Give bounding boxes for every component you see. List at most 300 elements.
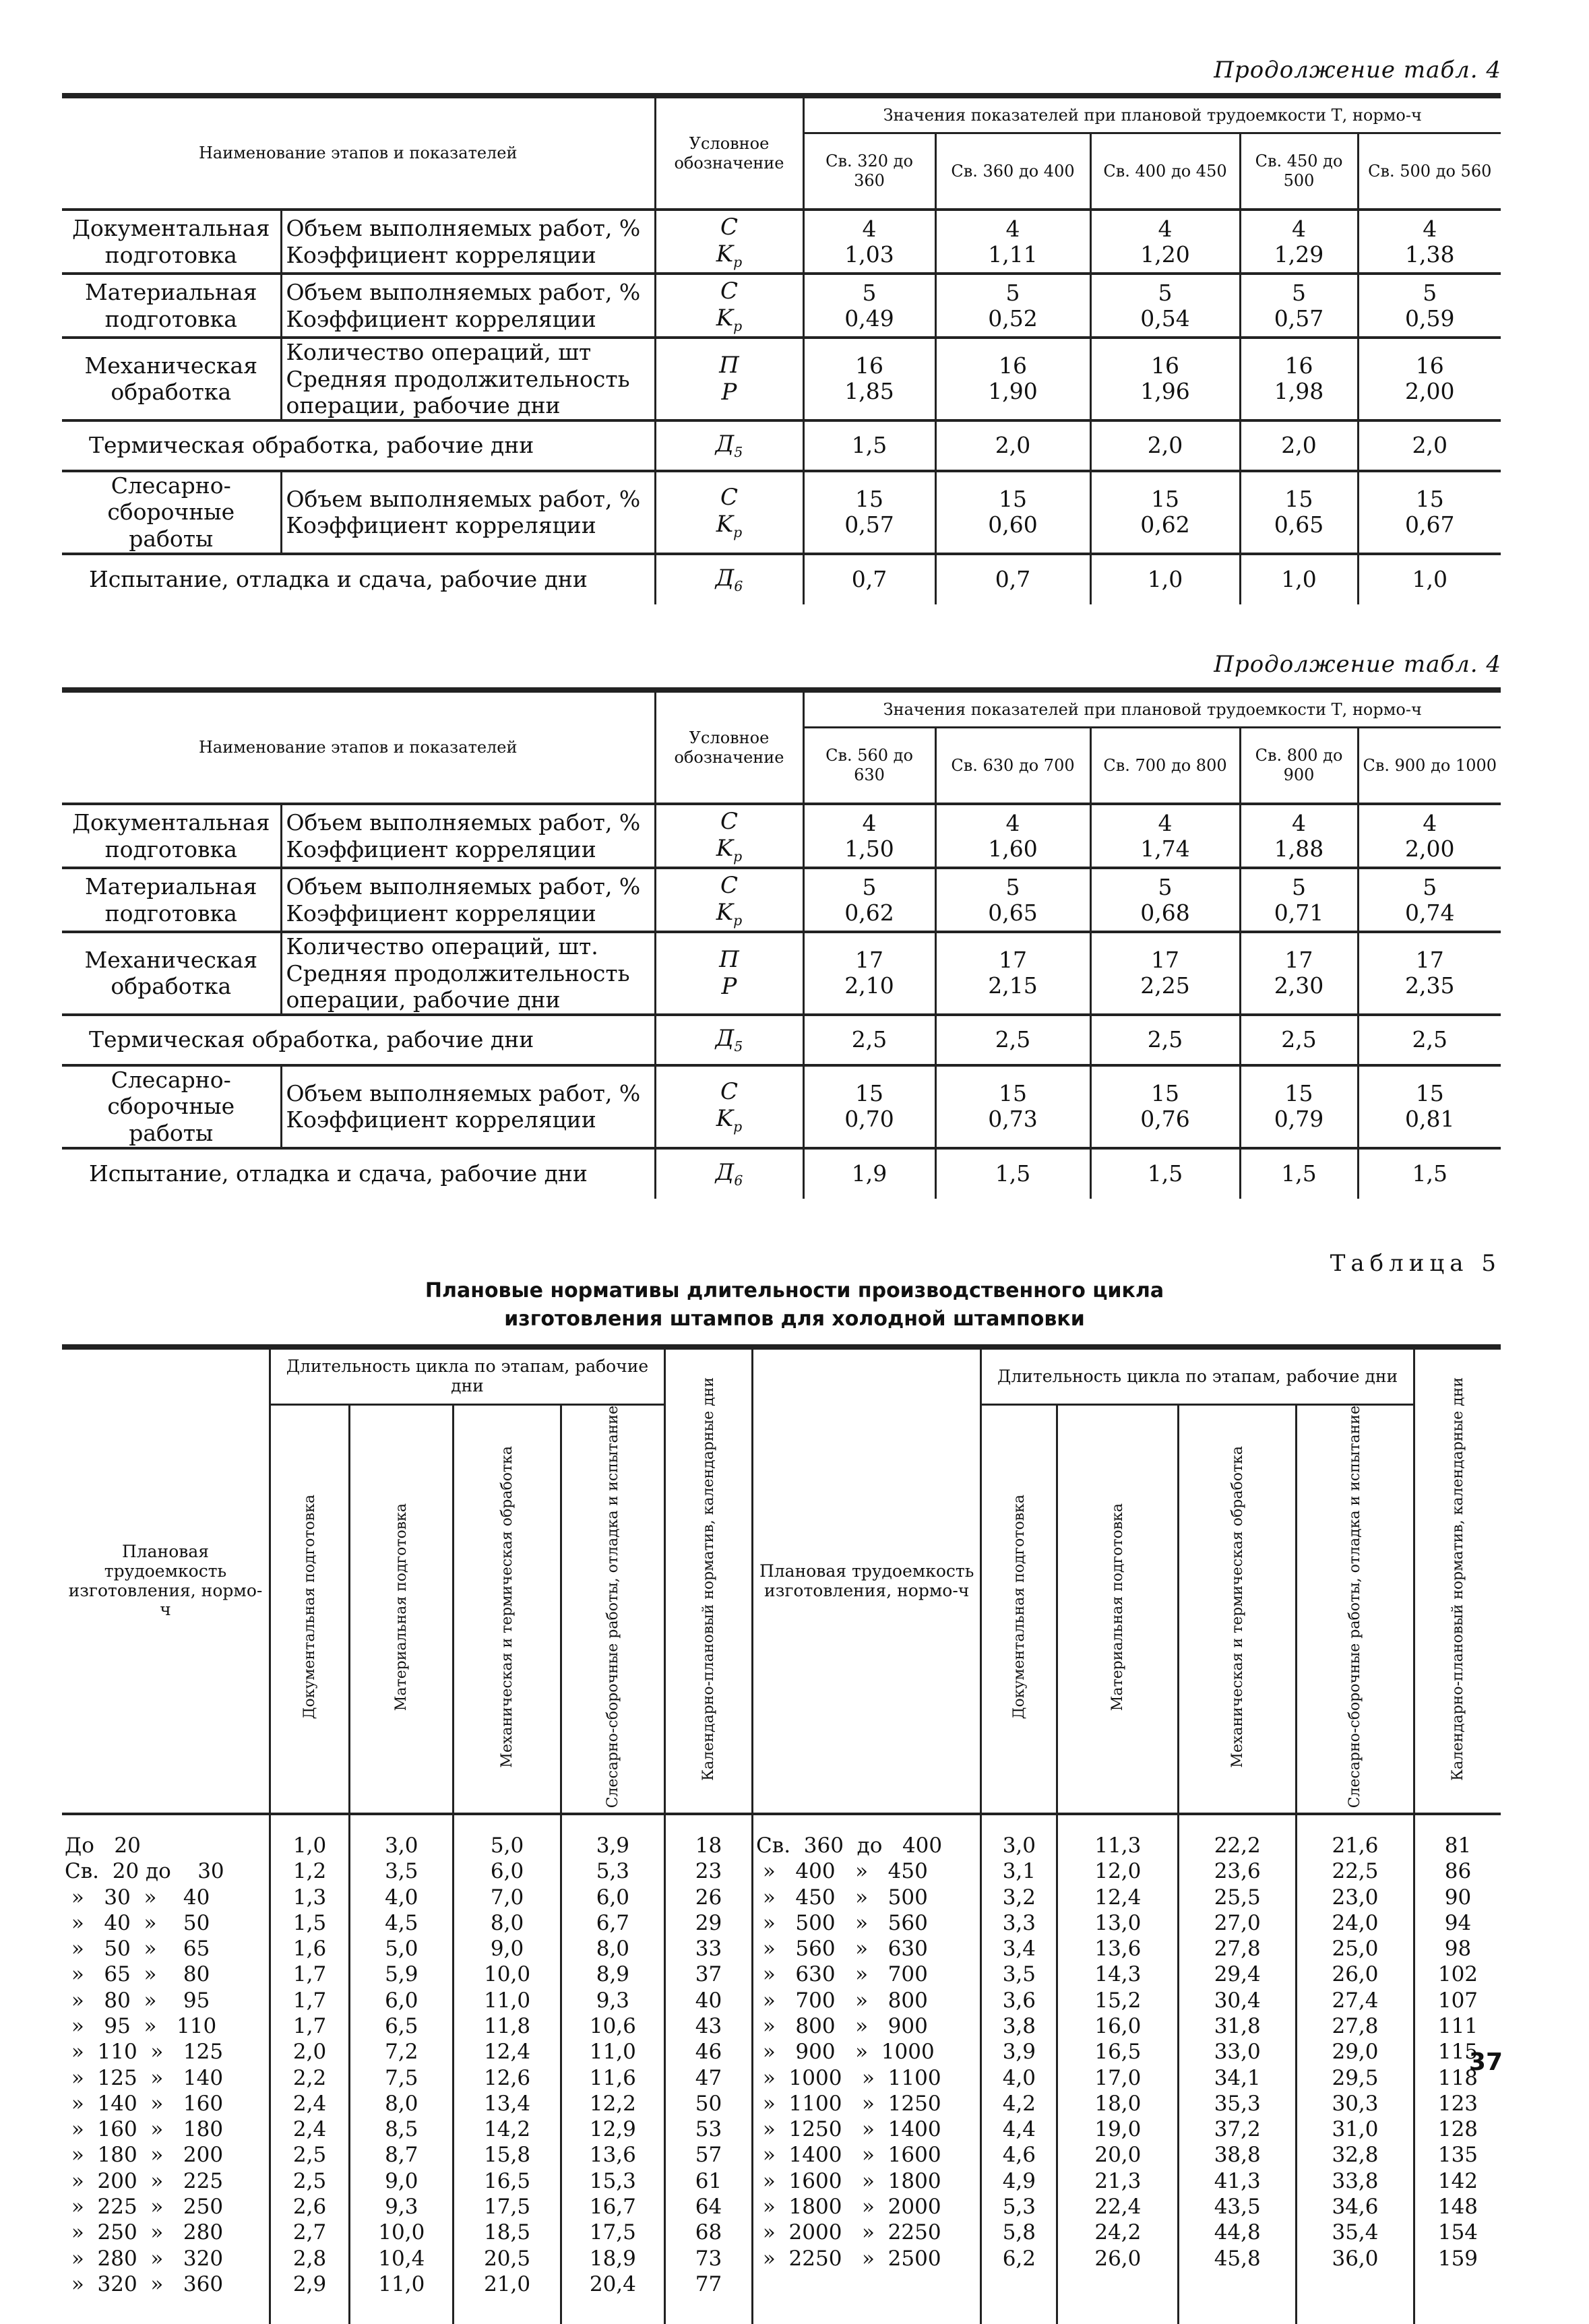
value: 1,60 (988, 835, 1038, 862)
value: 5 (1158, 279, 1173, 306)
value: 1,5 (851, 432, 887, 459)
value: 15 (999, 486, 1027, 513)
value: 2,15 (988, 972, 1038, 999)
stage-value: 4,5 (350, 1910, 454, 1936)
stage-value: 3,3 (981, 1910, 1057, 1936)
stage-name: Термическая обработка, рабочие дни (89, 432, 534, 459)
stage-value: 10,0 (350, 2220, 454, 2245)
range-header: Св. 560 до 630 (803, 728, 935, 805)
labor-range: » 30 » 40 (65, 1885, 210, 1910)
stage-value: 4,9 (981, 2168, 1057, 2194)
calendar-value: 115 (1414, 2039, 1501, 2065)
value: 17 (1415, 947, 1444, 974)
table-row (62, 2168, 1501, 2194)
stage-value: 5,0 (454, 1833, 561, 1858)
table-row (62, 2065, 1501, 2091)
value-cell (1090, 1065, 1240, 1148)
stage-value: 36,0 (1297, 2246, 1414, 2271)
stage-value: 3,6 (981, 1988, 1057, 2013)
stage-value: 15,3 (561, 2168, 664, 2194)
symbol: $K_р$ (716, 834, 743, 865)
table-row (62, 2116, 1501, 2142)
calendar-value: 98 (1414, 1936, 1501, 1961)
stage-value: 3,2 (981, 1885, 1057, 1910)
stage-value: 3,9 (981, 2039, 1057, 2065)
indicator-label: Коэффициент корреляции (286, 512, 596, 539)
stage-value: 21,0 (454, 2271, 561, 2297)
calendar-value: 18 (664, 1833, 752, 1858)
value: 16 (999, 352, 1027, 379)
stage-value: 3,8 (981, 2013, 1057, 2039)
stage-value: 6,7 (561, 1910, 664, 1936)
stage-name: Механическая обработка (84, 946, 258, 1000)
indicator-label: Средняя продолжительность операции, рабочие дни (286, 365, 630, 419)
value: 0,52 (988, 305, 1038, 332)
value: 4 (1292, 215, 1306, 242)
value: 5 (1423, 279, 1437, 306)
stage-value: 1,3 (270, 1885, 349, 1910)
value-cell (803, 932, 935, 1015)
value: 1,5 (1412, 1160, 1447, 1187)
symbol-cell (655, 338, 803, 420)
value: 4 (1005, 809, 1020, 836)
value-cell (1358, 210, 1501, 274)
value-cell (1240, 932, 1358, 1015)
value: 15 (1415, 1080, 1444, 1107)
calendar-value: 128 (1414, 2116, 1501, 2142)
indicator-label: Объем выполняемых работ, % (286, 873, 641, 900)
stage-value: 5,9 (350, 1961, 454, 1987)
value: 2,10 (844, 972, 894, 999)
value: 0,49 (844, 305, 894, 332)
value-cell (1358, 338, 1501, 420)
stage-value: 23,0 (1297, 1885, 1414, 1910)
value: 1,74 (1140, 835, 1190, 862)
table-row (62, 1961, 1501, 1987)
calendar-value: 148 (1414, 2194, 1501, 2220)
stage-value: 16,5 (454, 2168, 561, 2194)
stage-value: 3,5 (981, 1961, 1057, 1987)
labor-header-left: Плановая трудоемкость изготовления, нормо-ч (68, 1542, 263, 1620)
value: 0,65 (1274, 511, 1324, 538)
value-cell (1358, 554, 1501, 604)
value: 1,96 (1140, 378, 1190, 405)
value: 1,5 (995, 1160, 1031, 1187)
indicator-label: Количество операций, шт. (286, 933, 598, 960)
stage-name: Испытание, отладка и сдача, рабочие дни (89, 1160, 588, 1187)
value: 2,5 (995, 1026, 1031, 1053)
stage-value: 9,3 (561, 1988, 664, 2013)
stage-value: 17,5 (561, 2220, 664, 2245)
stage-value: 14,2 (454, 2116, 561, 2142)
indicator-label: Объем выполняемых работ, % (286, 214, 641, 241)
indicator-label: Коэффициент корреляции (286, 241, 596, 268)
value-cell (1090, 420, 1240, 471)
labor-range: » 80 » 95 (65, 1988, 210, 2013)
calendar-value: 123 (1414, 2091, 1501, 2116)
value: 0,81 (1405, 1106, 1455, 1133)
value-cell (1090, 554, 1240, 604)
value: 4 (1158, 809, 1173, 836)
stage-value: 27,8 (1179, 1936, 1297, 1961)
value-cell (1240, 1015, 1358, 1065)
labor-range: » 450 » 500 (753, 1885, 981, 1910)
labor-range: » 200 » 225 (65, 2168, 224, 2193)
table-5 (62, 1344, 1501, 2324)
value-cell (1240, 1148, 1358, 1199)
symbol-cell (655, 471, 803, 554)
calendar-value: 118 (1414, 2065, 1501, 2091)
value: 0,70 (844, 1106, 894, 1133)
col-values-header: Значения показателей при плановой трудоемкости Т, нормо-ч (803, 690, 1501, 728)
value-cell (1358, 804, 1501, 868)
stage-value: 7,5 (350, 2065, 454, 2091)
labor-header-right: Плановая трудоемкость изготовления, нормо-ч (753, 1347, 981, 1814)
labor-range: » 160 » 180 (65, 2117, 224, 2142)
calendar-value: 77 (664, 2271, 752, 2297)
value: 2,5 (1412, 1026, 1447, 1053)
stage-value: 21,3 (1057, 2168, 1179, 2194)
calendar-value: 43 (664, 2013, 752, 2039)
continuation-label-2: Продолжение табл. 4 (1214, 651, 1501, 678)
calendar-header-right: Календарно-плановый норматив, календарные дни (1414, 1347, 1501, 1814)
stage-col-header: Материальная подготовка (1057, 1405, 1179, 1815)
calendar-value: 135 (1414, 2142, 1501, 2168)
stage-value: 12,6 (454, 2065, 561, 2091)
range-header: Св. 800 до 900 (1240, 728, 1358, 805)
value: 2,00 (1405, 835, 1455, 862)
stage-value: 17,5 (454, 2194, 561, 2220)
stage-value: 11,8 (454, 2013, 561, 2039)
stage-value: 18,9 (561, 2246, 664, 2271)
symbol: C (720, 807, 738, 835)
value: 15 (1284, 1080, 1313, 1107)
value: 2,35 (1405, 972, 1455, 999)
value-cell (935, 420, 1090, 471)
stage-value: 13,6 (1057, 1936, 1179, 1961)
calendar-value: 73 (664, 2246, 752, 2271)
col-symbol-header: Условное обозначение (655, 690, 803, 804)
labor-range: » 630 » 700 (753, 1961, 981, 1987)
stage-indicators (281, 868, 655, 932)
stage-value: 35,4 (1297, 2220, 1414, 2245)
value: 1,29 (1274, 241, 1324, 268)
stage-col-header: Механическая и термическая обработка (454, 1405, 561, 1815)
calendar-value: 142 (1414, 2168, 1501, 2194)
value: 2,0 (1412, 432, 1447, 459)
stages-header-right: Длительность цикла по этапам, рабочие дни (981, 1347, 1414, 1405)
value: 1,0 (1147, 566, 1183, 593)
value-cell (1240, 554, 1358, 604)
indicator-label: Коэффициент корреляции (286, 836, 596, 862)
calendar-value: 90 (1414, 1885, 1501, 1910)
value-cell (1090, 804, 1240, 868)
value-cell (803, 868, 935, 932)
calendar-value: 107 (1414, 1988, 1501, 2013)
calendar-value: 57 (664, 2142, 752, 2168)
value: 15 (855, 1080, 883, 1107)
stage-value: 33,0 (1179, 2039, 1297, 2065)
symbol: $K_р$ (716, 898, 743, 929)
stage-value: 6,5 (350, 2013, 454, 2039)
value-cell (935, 471, 1090, 554)
stage-col-header: Документальная подготовка (981, 1405, 1057, 1815)
stage-value: 4,0 (350, 1885, 454, 1910)
value: 5 (1423, 873, 1437, 900)
value: 5 (862, 279, 877, 306)
table-5-title (0, 1277, 1589, 1333)
value: 16 (1284, 352, 1313, 379)
stage-value: 16,0 (1057, 2013, 1179, 2039)
value: 0,74 (1405, 899, 1455, 926)
indicator-label: Объем выполняемых работ, % (286, 485, 641, 512)
value: 4 (862, 809, 877, 836)
stage-value: 4,0 (981, 2065, 1057, 2091)
labor-range: » 2250 » 2500 (753, 2246, 981, 2271)
value: 0,62 (844, 899, 894, 926)
stage-value: 2,4 (270, 2091, 349, 2116)
stage-name: Документальная подготовка (72, 809, 270, 862)
stage-value: 5,3 (561, 1858, 664, 1884)
value-cell (803, 804, 935, 868)
stage-value: 22,5 (1297, 1858, 1414, 1884)
calendar-value: 159 (1414, 2246, 1501, 2271)
col-symbol-header: Условное обозначение (655, 96, 803, 210)
value-cell (935, 804, 1090, 868)
value: 0,54 (1140, 305, 1190, 332)
stage-value: 12,2 (561, 2091, 664, 2116)
value-cell (1358, 420, 1501, 471)
value: 4 (1158, 215, 1173, 242)
stage-col-header: Слесарно-сборочные работы, отладка и испытание (561, 1405, 664, 1815)
symbol-cell (655, 274, 803, 338)
table-row (62, 2091, 1501, 2116)
stage-value: 10,0 (454, 1961, 561, 1987)
symbol: $K_р$ (716, 511, 743, 541)
labor-range: » 560 » 630 (753, 1936, 981, 1961)
stage-value: 16,5 (1057, 2039, 1179, 2065)
stage-indicators (281, 804, 655, 868)
value-cell (1358, 471, 1501, 554)
stage-col-header: Материальная подготовка (350, 1405, 454, 1815)
value-cell (803, 1148, 935, 1199)
stage-value: 20,5 (454, 2246, 561, 2271)
stage-value: 1,2 (270, 1858, 349, 1884)
symbol-cell (655, 1015, 803, 1065)
table-row (62, 1910, 1501, 1936)
continuation-label-1: Продолжение табл. 4 (1214, 57, 1501, 84)
stage-value: 5,0 (350, 1936, 454, 1961)
stage-value: 16,7 (561, 2194, 664, 2220)
labor-range: Св. 20 до 30 (65, 1859, 224, 1884)
table-5-title-line-1: Плановые нормативы длительности производственного цикла (425, 1279, 1164, 1302)
stage-value: 22,2 (1179, 1833, 1297, 1858)
stage-value: 27,4 (1297, 1988, 1414, 2013)
value-cell (803, 1065, 935, 1148)
stage-value: 15,2 (1057, 1988, 1179, 2013)
stage-value: 8,5 (350, 2116, 454, 2142)
stage-value: 9,0 (350, 2168, 454, 2194)
symbol: П (719, 352, 739, 379)
stage-value: 30,3 (1297, 2091, 1414, 2116)
calendar-value: 40 (664, 1988, 752, 2013)
value: 0,7 (851, 566, 887, 593)
calendar-value: 29 (664, 1910, 752, 1936)
value: 2,0 (1147, 432, 1183, 459)
stage-value: 13,0 (1057, 1910, 1179, 1936)
stage-value: 20,0 (1057, 2142, 1179, 2168)
calendar-value: 102 (1414, 1961, 1501, 1987)
calendar-value: 23 (664, 1858, 752, 1884)
value-cell (935, 1015, 1090, 1065)
value: 0,67 (1405, 511, 1455, 538)
calendar-value: 46 (664, 2039, 752, 2065)
stage-name: Термическая обработка, рабочие дни (89, 1026, 534, 1053)
stage-value: 2,4 (270, 2116, 349, 2142)
stage-value: 11,0 (454, 1988, 561, 2013)
value: 4 (1423, 809, 1437, 836)
calendar-value: 33 (664, 1936, 752, 1961)
labor-range: » 320 » 360 (65, 2271, 224, 2296)
stage-value: 1,6 (270, 1936, 349, 1961)
stage-value: 9,0 (454, 1936, 561, 1961)
value: 2,00 (1405, 378, 1455, 405)
table-row (62, 1885, 1501, 1910)
labor-range: » 500 » 560 (753, 1910, 981, 1936)
stage-value: 44,8 (1179, 2220, 1297, 2245)
value-cell (1358, 1065, 1501, 1148)
labor-range: » 250 » 280 (65, 2220, 224, 2245)
stage-value: 5,3 (981, 2194, 1057, 2220)
value: 2,5 (1281, 1026, 1317, 1053)
stage-value: 21,6 (1297, 1833, 1414, 1858)
labor-range: » 225 » 250 (65, 2194, 224, 2219)
stage-value: 24,2 (1057, 2220, 1179, 2245)
stage-value: 6,0 (561, 1885, 664, 1910)
labor-range: » 95 » 110 (65, 2014, 217, 2038)
stage-value: 31,0 (1297, 2116, 1414, 2142)
symbol: $Д_5$ (715, 431, 743, 461)
labor-range: » 700 » 800 (753, 1988, 981, 2013)
stage-value: 26,0 (1057, 2246, 1179, 2271)
value-cell (1090, 338, 1240, 420)
range-header: Св. 500 до 560 (1358, 133, 1501, 210)
value: 0,76 (1140, 1106, 1190, 1133)
value: 15 (1151, 1080, 1179, 1107)
labor-range: » 110 » 125 (65, 2040, 224, 2065)
symbol: P (721, 973, 737, 1001)
symbol: C (720, 213, 738, 241)
value: 2,5 (851, 1026, 887, 1053)
stage-value: 4,4 (981, 2116, 1057, 2142)
stage-indicators (281, 210, 655, 274)
stage-value: 38,8 (1179, 2142, 1297, 2168)
table-row (62, 2271, 1501, 2297)
stage-value: 3,1 (981, 1858, 1057, 1884)
stage-value: 10,6 (561, 2013, 664, 2039)
stage-value: 4,2 (981, 2091, 1057, 2116)
value: 2,0 (1281, 432, 1317, 459)
symbol: $K_р$ (716, 240, 743, 270)
stage-value: 2,7 (270, 2220, 349, 2245)
value: 5 (1158, 873, 1173, 900)
calendar-value: 111 (1414, 2013, 1501, 2039)
indicator-label: Средняя продолжительность операции, рабочие дни (286, 960, 630, 1013)
value: 1,0 (1412, 566, 1447, 593)
calendar-value: 154 (1414, 2220, 1501, 2245)
symbol: C (720, 1078, 738, 1106)
value-cell (935, 932, 1090, 1015)
stage-value: 25,0 (1297, 1936, 1414, 1961)
labor-range: » 1000 » 1100 (753, 2065, 981, 2091)
stage-value: 9,3 (350, 2194, 454, 2220)
indicator-label: Коэффициент корреляции (286, 305, 596, 332)
value: 0,7 (995, 566, 1031, 593)
stage-value: 11,0 (350, 2271, 454, 2297)
table-5-label: Таблица 5 (1330, 1250, 1501, 1277)
range-header: Св. 400 до 450 (1090, 133, 1240, 210)
symbol-cell (655, 932, 803, 1015)
value-cell (1090, 274, 1240, 338)
value-cell (803, 471, 935, 554)
value: 15 (1151, 486, 1179, 513)
stage-value: 12,9 (561, 2116, 664, 2142)
stage-value: 37,2 (1179, 2116, 1297, 2142)
symbol-cell (655, 1065, 803, 1148)
value: 1,50 (844, 835, 894, 862)
range-header: Св. 630 до 700 (935, 728, 1090, 805)
stage-value: 12,4 (454, 2039, 561, 2065)
value: 5 (1292, 873, 1306, 900)
stage-value: 6,0 (350, 1988, 454, 2013)
value-cell (1358, 868, 1501, 932)
stage-value: 3,9 (561, 1833, 664, 1858)
stage-indicators (281, 338, 655, 420)
stage-value: 3,5 (350, 1858, 454, 1884)
labor-range: » 2000 » 2250 (753, 2220, 981, 2245)
indicator-label: Коэффициент корреляции (286, 1106, 596, 1133)
table-4-part-1 (62, 93, 1501, 604)
value: 17 (999, 947, 1027, 974)
stage-col-header: Слесарно-сборочные работы, отладка и испытание (1297, 1405, 1414, 1815)
labor-range: » 1100 » 1250 (753, 2091, 981, 2116)
range-header: Св. 320 до 360 (803, 133, 935, 210)
stage-value: 7,0 (454, 1885, 561, 1910)
value: 16 (855, 352, 883, 379)
stage-value: 20,4 (561, 2271, 664, 2297)
value-cell (803, 1015, 935, 1065)
indicator-label: Объем выполняемых работ, % (286, 809, 641, 836)
stage-value: 3,4 (981, 1936, 1057, 1961)
calendar-value: 64 (664, 2194, 752, 2220)
stage-value: 2,6 (270, 2194, 349, 2220)
value: 15 (999, 1080, 1027, 1107)
value-cell (1240, 1065, 1358, 1148)
value: 0,62 (1140, 511, 1190, 538)
value: 17 (855, 947, 883, 974)
value: 2,25 (1140, 972, 1190, 999)
stage-name: Слесарно-сборочные работы (107, 1066, 235, 1146)
labor-range: » 1400 » 1600 (753, 2142, 981, 2168)
stage-value: 1,7 (270, 1961, 349, 1987)
stage-name: Механическая обработка (84, 352, 258, 406)
value-cell (1358, 274, 1501, 338)
calendar-value: 61 (664, 2168, 752, 2194)
value: 1,20 (1140, 241, 1190, 268)
symbol-cell (655, 868, 803, 932)
labor-range: » 280 » 320 (65, 2246, 224, 2271)
value: 2,30 (1274, 972, 1324, 999)
